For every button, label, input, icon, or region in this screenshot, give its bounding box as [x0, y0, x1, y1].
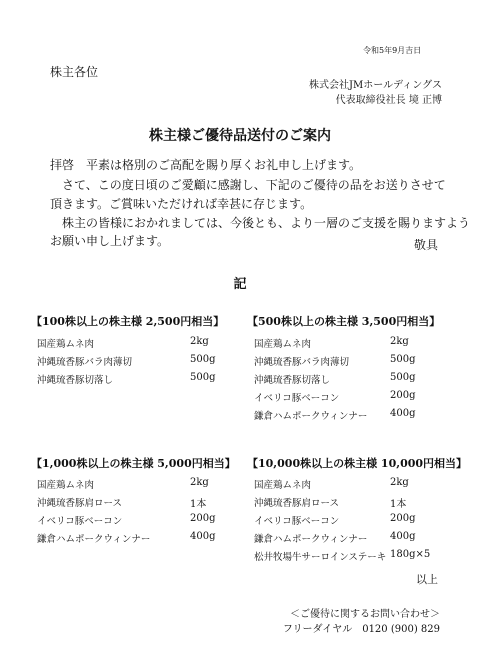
body-line: お願い申し上げます。	[50, 234, 170, 248]
item-name: 国産鶏ムネ肉	[37, 339, 95, 350]
representative-name: 代表取締役社長 境 正博	[335, 95, 442, 106]
body-line: 株主の皆様におかれましては、今後とも、より一層のご支援を賜りますよう	[50, 216, 471, 230]
item-qty: 400g	[390, 531, 416, 542]
item-name: 松井牧場牛サーロインステーキ	[254, 552, 387, 563]
item-name: 国産鶏ムネ肉	[254, 339, 312, 350]
item-name: 沖縄琉香豚肩ロース	[254, 498, 340, 509]
closing-ijo: 以上	[416, 573, 438, 586]
item-name: 沖縄琉香豚切落し	[37, 375, 114, 386]
item-qty: 400g	[390, 408, 416, 419]
document-date: 令和5年9月吉日	[363, 46, 422, 55]
tier-title: 【500株以上の株主様 3,500円相当】	[247, 315, 441, 328]
ki-heading: 記	[233, 277, 247, 292]
item-name: 鎌倉ハムポークウィンナー	[37, 534, 151, 545]
item-name: イベリコ豚ベーコン	[254, 393, 340, 404]
item-name: 鎌倉ハムポークウィンナー	[254, 534, 368, 545]
item-name: イベリコ豚ベーコン	[254, 516, 340, 527]
item-qty: 200g	[390, 390, 416, 401]
item-name: 沖縄琉香豚肩ロース	[37, 498, 123, 509]
tier-title: 【100株以上の株主様 2,500円相当】	[31, 315, 225, 328]
item-qty: 200g	[190, 513, 216, 524]
document-title: 株主様ご優待品送付のご案内	[149, 128, 331, 144]
item-name: 沖縄琉香豚切落し	[254, 375, 331, 386]
tier-title: 【1,000株以上の株主様 5,000円相当】	[31, 457, 236, 470]
item-name: 沖縄琉香豚バラ肉薄切	[37, 357, 133, 368]
item-qty: 500g	[390, 354, 416, 365]
body-line: 拝啓 平素は格別のご高配を賜り厚くお礼申し上げます。	[50, 158, 362, 172]
item-qty: 500g	[390, 372, 416, 383]
body-line: さて、この度日頃のご愛顧に感謝し、下記のご優待の品をお送りさせて	[50, 178, 446, 192]
item-name: 国産鶏ムネ肉	[37, 480, 95, 491]
item-qty: 500g	[190, 372, 216, 383]
contact-heading: ＜ご優待に関するお問い合わせ＞	[290, 609, 440, 620]
tier-title: 【10,000株以上の株主様 10,000円相当】	[247, 457, 468, 470]
item-qty: 2kg	[390, 477, 409, 488]
item-qty: 2kg	[190, 477, 209, 488]
item-qty: 2kg	[190, 336, 209, 347]
item-name: 沖縄琉香豚バラ肉薄切	[254, 357, 350, 368]
contact-phone: フリーダイヤル 0120 (900) 829	[282, 624, 440, 635]
item-name: 鎌倉ハムポークウィンナー	[254, 411, 368, 422]
item-qty: 500g	[190, 354, 216, 365]
item-qty: 180g×5	[390, 549, 431, 560]
item-qty: 2kg	[390, 336, 409, 347]
item-qty: 400g	[190, 531, 216, 542]
item-qty: 1本	[190, 499, 207, 510]
item-qty: 1本	[390, 499, 407, 510]
item-name: イベリコ豚ベーコン	[37, 516, 123, 527]
item-name: 国産鶏ムネ肉	[254, 480, 312, 491]
body-line: 頂きます。ご賞味いただければ幸甚に存じます。	[50, 197, 313, 211]
addressee: 株主各位	[50, 65, 99, 79]
item-qty: 200g	[390, 513, 416, 524]
company-name: 株式会社JMホールディングス	[309, 80, 442, 91]
closing-word: 敬具	[413, 238, 438, 252]
